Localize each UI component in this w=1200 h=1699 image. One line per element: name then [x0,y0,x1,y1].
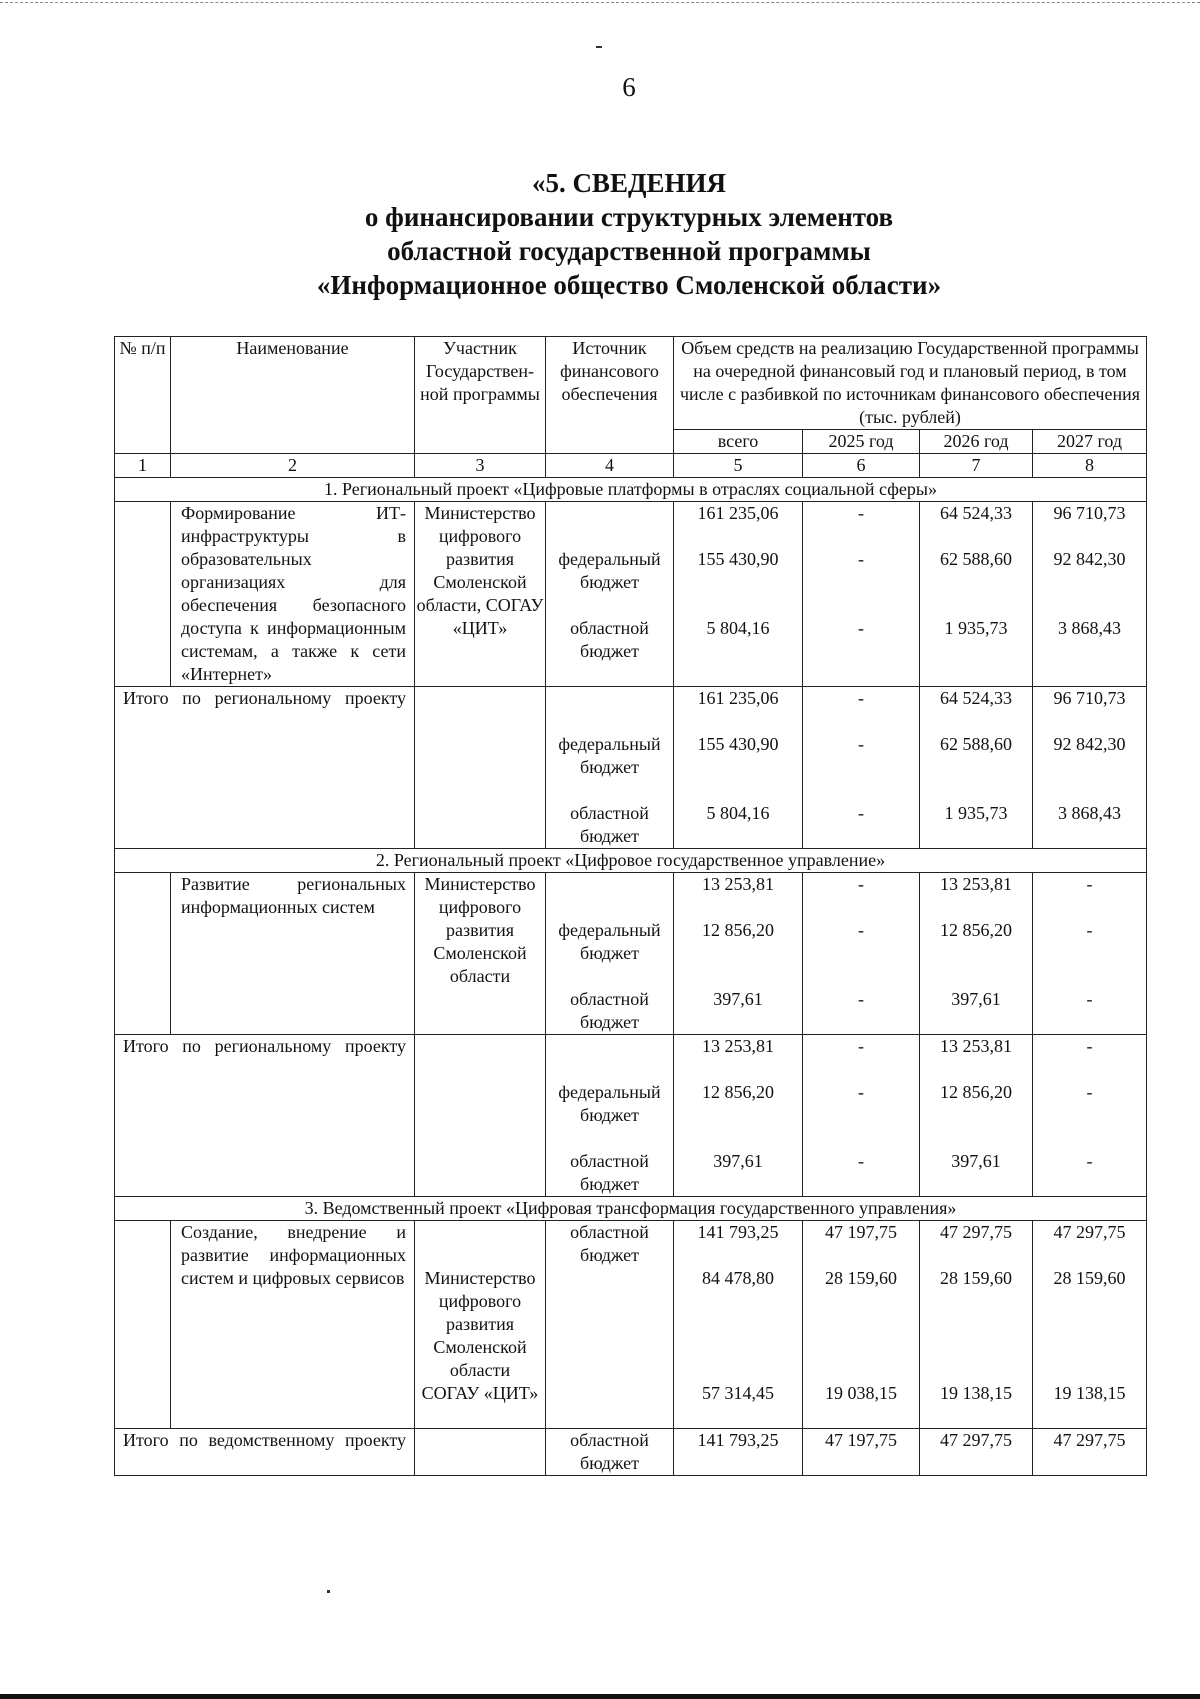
row-num [115,873,171,1035]
source-regional: областной бюджет [570,1151,649,1194]
total-values [674,502,803,687]
column-numbers-row [115,454,1147,478]
value: - [858,1036,864,1056]
value: 397,61 [713,989,763,1009]
col-number: 3 [415,454,546,478]
summary-label: Итого по региональному проекту [115,687,415,849]
bottom-mark [327,1590,330,1593]
value: 47 197,75 [825,1222,897,1242]
section-2-title-row [115,849,1147,873]
col-number: 8 [1033,454,1147,478]
value: 92 842,30 [1053,549,1126,569]
value: 161 235,06 [697,688,779,708]
value: 62 588,60 [940,734,1012,754]
title-line-4: «Информационное общество Смоленской области» [316,270,942,300]
value: 19 138,15 [940,1383,1012,1403]
value: 84 478,80 [702,1268,774,1288]
y2027-values [1033,687,1147,849]
col-number: 1 [115,454,171,478]
value: 28 159,60 [1053,1268,1126,1288]
value: 3 868,43 [1058,803,1121,823]
value: 155 430,90 [697,549,779,569]
value: - [1086,874,1093,894]
value: 47 197,75 [803,1429,920,1476]
sources [546,502,674,687]
participant-ministry: Министерство цифрового развития Смоленской области [424,1268,536,1380]
value: - [1086,989,1093,1009]
section-2-summary-row [115,1035,1147,1197]
source-federal: федеральный бюджет [558,549,661,592]
header-source: Источник финансового обеспечения [546,337,674,454]
sources [546,687,674,849]
section-title: 1. Региональный проект «Цифровые платформы в отраслях социальной сферы» [115,478,1147,502]
header-2027: 2027 год [1033,430,1147,454]
value: 155 430,90 [697,734,779,754]
sources [546,873,674,1035]
value: - [858,1082,864,1102]
sources [546,1221,674,1429]
value: 397,61 [951,1151,1001,1171]
col-number: 2 [171,454,415,478]
value: 47 297,75 [940,1222,1012,1242]
total-values [674,1221,803,1429]
value: 12 856,20 [940,1082,1012,1102]
value: - [858,688,864,708]
header-volume: Объем средств на реализацию Государственной программы на очередной финансовый год и плановый период, в том числе с разбивкой по источникам финансового обеспечения (тыс. рублей) [674,337,1147,430]
header-num: № п/п [115,337,171,454]
header-2026: 2026 год [920,430,1033,454]
sources [546,1035,674,1197]
summary-label: Итого по ведомственному проекту [115,1429,415,1476]
value: 1 935,73 [944,803,1008,823]
source-regional: областной бюджет [546,1429,674,1476]
value: 64 524,33 [940,503,1012,523]
col-number: 7 [920,454,1033,478]
participant: Министерство цифрового развития Смоленской области, СОГАУ «ЦИТ» [415,502,546,687]
y2026-values [920,1221,1033,1429]
value: 64 524,33 [940,688,1012,708]
y2025-values [803,687,920,849]
section-title: 2. Региональный проект «Цифровое государственное управление» [115,849,1147,873]
row-num [115,502,171,687]
section-3-item-row [115,1221,1147,1429]
value: 141 793,25 [697,1222,779,1242]
total-values [674,1035,803,1197]
value: - [858,989,864,1009]
y2027-values [1033,1221,1147,1429]
value: - [858,1151,864,1171]
value: - [1086,920,1093,940]
page-top-edge [0,2,1200,3]
y2026-values [920,502,1033,687]
value: 19 038,15 [825,1383,897,1403]
value: 13 253,81 [702,1036,774,1056]
value: 47 297,75 [920,1429,1033,1476]
y2027-values [1033,1035,1147,1197]
value: 62 588,60 [940,549,1012,569]
section-1-item-row [115,502,1147,687]
source-regional: областной бюджет [570,989,649,1032]
header-total: всего [674,430,803,454]
scan-edge-bar [0,1694,1200,1699]
total-values [674,873,803,1035]
source-federal: федеральный бюджет [558,734,661,777]
header-2025: 2025 год [803,430,920,454]
item-name: Формирование ИТ-инфраструктуры в образовательных организациях для обеспечения безопасного доступа к информационным системам, а также к сети «Интернет» [171,502,415,687]
section-3-title-row [115,1197,1147,1221]
summary-label: Итого по региональному проекту [115,1035,415,1197]
total-values [674,687,803,849]
value: 161 235,06 [697,503,779,523]
financing-table [114,336,1147,1476]
source-federal: федеральный бюджет [558,1082,661,1125]
value: 13 253,81 [702,874,774,894]
value: - [1086,1036,1093,1056]
value: - [858,734,864,754]
participant [415,687,546,849]
value: - [858,618,864,638]
col-number: 5 [674,454,803,478]
value: 397,61 [713,1151,763,1171]
y2025-values [803,873,920,1035]
document-title [0,166,1200,302]
y2026-values [920,873,1033,1035]
page-number: 6 [622,72,636,102]
value: 92 842,30 [1053,734,1126,754]
value: - [858,874,864,894]
value: - [858,549,864,569]
header-row-1 [115,337,1147,430]
value: 47 297,75 [1033,1429,1147,1476]
title-line-3: областной государственной программы [387,236,871,266]
title-line-1: «5. СВЕДЕНИЯ [531,168,727,198]
participants [415,1221,546,1429]
top-mark [596,46,602,48]
y2025-values [803,1221,920,1429]
value: 96 710,73 [1053,503,1126,523]
col-number: 6 [803,454,920,478]
participant [415,1035,546,1197]
value: 12 856,20 [702,1082,774,1102]
y2027-values [1033,502,1147,687]
value: 5 804,16 [706,803,770,823]
value: 47 297,75 [1053,1222,1126,1242]
section-3-summary-row [115,1429,1147,1476]
value: 13 253,81 [940,1036,1012,1056]
value: 28 159,60 [825,1268,897,1288]
value: - [858,503,864,523]
value: 397,61 [951,989,1001,1009]
header-participant: Участник Государствен-ной программы [415,337,546,454]
y2025-values [803,502,920,687]
section-1-title-row [115,478,1147,502]
row-num [115,1221,171,1429]
value: 5 804,16 [706,618,770,638]
col-number: 4 [546,454,674,478]
value: 57 314,45 [702,1383,774,1403]
value: 13 253,81 [940,874,1012,894]
y2026-values [920,1035,1033,1197]
value: - [1086,1151,1093,1171]
participant: Министерство цифрового развития Смоленской области [415,873,546,1035]
title-line-2: о финансировании структурных элементов [364,202,894,232]
section-2-item-row [115,873,1147,1035]
value: - [858,803,864,823]
value: 141 793,25 [674,1429,803,1476]
value: 12 856,20 [702,920,774,940]
value: 1 935,73 [944,618,1008,638]
value: 3 868,43 [1058,618,1121,638]
section-title: 3. Ведомственный проект «Цифровая трансформация государственного управления» [115,1197,1147,1221]
value: 19 138,15 [1053,1383,1126,1403]
header-name: Наименование [171,337,415,454]
source-regional: областной бюджет [570,618,649,661]
participant [415,1429,546,1476]
source-regional: областной бюджет [570,803,649,846]
source-regional: областной бюджет [570,1222,649,1265]
participant-cit: СОГАУ «ЦИТ» [421,1383,539,1403]
y2027-values [1033,873,1147,1035]
item-name: Развитие региональных информационных систем [171,873,415,1035]
y2026-values [920,687,1033,849]
section-1-summary-row [115,687,1147,849]
item-name: Создание, внедрение и развитие информационных систем и цифровых сервисов [171,1221,415,1429]
value: - [1086,1082,1093,1102]
y2025-values [803,1035,920,1197]
value: 96 710,73 [1053,688,1126,708]
value: - [858,920,864,940]
value: 12 856,20 [940,920,1012,940]
source-federal: федеральный бюджет [558,920,661,963]
value: 28 159,60 [940,1268,1012,1288]
